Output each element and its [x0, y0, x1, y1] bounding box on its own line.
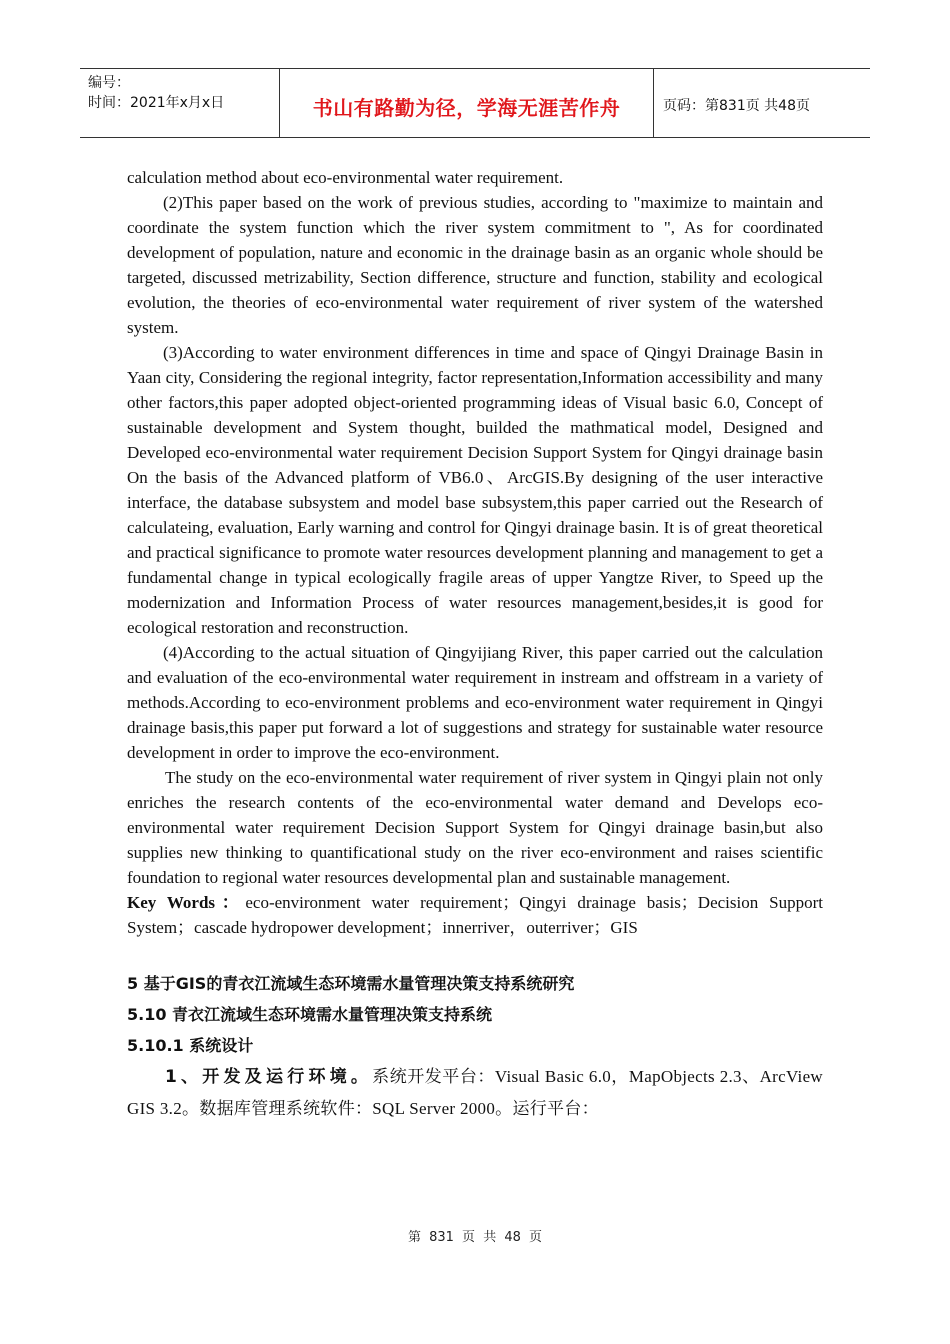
document-body: [127, 165, 823, 1124]
environment-text: 系统开发平台：Visual Basic 6.0，MapObjects 2.3、ArcView GIS 3.2。数据库管理系统软件：SQL Server 2000。运行平台：: [127, 1067, 823, 1118]
keywords-text: eco-environment water requirement；Qingyi drainage basis；Decision Support System；cascade hydropower development；innerriver，outerriver；GIS: [127, 893, 823, 937]
section-heading-5-10: 5.10 青衣江流域生态环境需水量管理决策支持系统: [127, 1005, 493, 1024]
environment-paragraph: [127, 1061, 823, 1124]
header-motto: 书山有路勤为径，学海无涯苦作舟: [280, 69, 654, 137]
keywords-label: Key Words：: [127, 893, 246, 912]
keywords-line: [127, 890, 823, 940]
section-heading-5: 5 基于GIS的青衣江流域生态环境需水量管理决策支持系统研究: [127, 974, 575, 993]
header-meta: [80, 69, 280, 137]
header-page-label: 页码：第831页 共48页: [663, 98, 810, 114]
page-footer: 第 831 页 共 48 页: [407, 1230, 543, 1245]
time-label: 时间：2021年x月x日: [88, 95, 225, 111]
number-label: 编号：: [88, 75, 130, 91]
paragraph-point-2: (2)This paper based on the work of previous studies, according to "maximize to maintain and coordinate the system function which the river system commitment to ", As for coordinated development of population, nature and economic in the drainage basin as an organic whole should be targeted, discussed metrizability, Section difference, structure and function, stability and ecological evolution, the theories of eco-environmental water requirement of river system of the watershed system.: [127, 193, 823, 337]
section-heading-5-10-1: 5.10.1 系统设计: [127, 1036, 254, 1055]
environment-label: 1、开发及运行环境。: [165, 1067, 373, 1087]
paragraph-continuation: calculation method about eco-environmental water requirement.: [127, 168, 564, 187]
paragraph-point-4: (4)According to the actual situation of Qingyijiang River, this paper carried out the calculation and evaluation of the eco-environmental water requirement in instream and offstream in a variety of methods.According to eco-environment problems and eco-environment water requirement in Qingyi drainage basis,this paper put forward a lot of suggestions and strategy for sustainable water resource development in order to improve the eco-environment.: [127, 643, 823, 762]
paragraph-point-3: (3)According to water environment differences in time and space of Qingyi Drainage Basin in Yaan city, Considering the regional integrity, factor representation,Information accessibility and many other factors,this paper adopted object-oriented programming ideas of Visual basic 6.0, Concept of sustainable development and System thought, builded the mathmatical model, Designed and Developed eco-environmental water requirement Decision Support System for Qingyi drainage basin On the basis of the Advanced platform of VB6.0、ArcGIS.By designing of the user interactive interface, the database subsystem and model base subsystem,this paper carried out the Research of calculateing, evaluation, Early warning and control for Qingyi drainage basin. It is of great theoretical and practical significance to promote water resources development planning and management to get a fundamental change in typical ecologically fragile areas of upper Yangtze River, to Speed up the modernization and Information Process of water resources management,besides,it is good for ecological restoration and reconstruction.: [127, 343, 823, 637]
page-header: [80, 68, 870, 138]
paragraph-summary: The study on the eco-environmental water requirement of river system in Qingyi plain not only enriches the research contents of the eco-environmental water demand and Develops eco-environmental water requirement Decision Support System for Qingyi drainage basin,but also supplies new thinking to quantificational study on the river eco-environment and raises scientific foundation to regional water resources developmental plan and sustainable management.: [127, 768, 823, 887]
